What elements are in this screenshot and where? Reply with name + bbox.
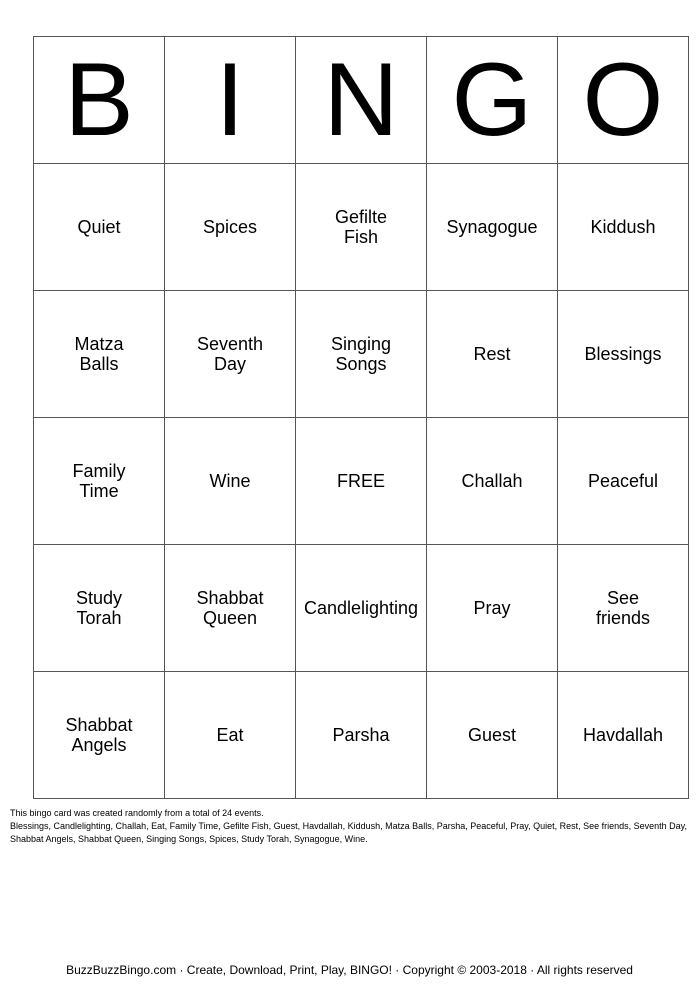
card-cell: Synagogue xyxy=(427,164,558,291)
free-space-cell: FREE xyxy=(296,418,427,545)
card-cell: Kiddush xyxy=(558,164,689,291)
card-cell: Wine xyxy=(165,418,296,545)
card-cell: Parsha xyxy=(296,672,427,799)
card-cell: Gefilte Fish xyxy=(296,164,427,291)
card-cell: Guest xyxy=(427,672,558,799)
card-cell: Matza Balls xyxy=(34,291,165,418)
card-cell: Shabbat Angels xyxy=(34,672,165,799)
card-description-summary: This bingo card was created randomly from a total of 24 events. xyxy=(10,808,264,818)
page-footer: BuzzBuzzBingo.com · Create, Download, Print, Play, BINGO! · Copyright © 2003-2018 · All rights reserved xyxy=(66,963,633,977)
card-description xyxy=(10,807,690,846)
card-row xyxy=(34,164,689,291)
card-cell: Family Time xyxy=(34,418,165,545)
card-cell: See friends xyxy=(558,545,689,672)
card-cell: Eat xyxy=(165,672,296,799)
card-row xyxy=(34,672,689,799)
header-letter-o: O xyxy=(558,37,689,164)
card-description-event-list: Blessings, Candlelighting, Challah, Eat, Family Time, Gefilte Fish, Guest, Havdallah, Kiddush, Matza Balls, Parsha, Peaceful, Pray, Quiet, Rest, See friends, Seventh Day, Shabbat Angels, Shabbat Queen, Singing Songs, Spices, Study Torah, Synagogue, Wine. xyxy=(10,821,687,844)
card-cell: Challah xyxy=(427,418,558,545)
header-letter-i: I xyxy=(165,37,296,164)
card-row xyxy=(34,291,689,418)
card-cell: Rest xyxy=(427,291,558,418)
card-cell: Singing Songs xyxy=(296,291,427,418)
card-cell: Candlelighting xyxy=(296,545,427,672)
card-cell: Blessings xyxy=(558,291,689,418)
header-letter-n: N xyxy=(296,37,427,164)
header-row xyxy=(34,37,689,164)
header-letter-g: G xyxy=(427,37,558,164)
card-cell: Spices xyxy=(165,164,296,291)
card-cell: Pray xyxy=(427,545,558,672)
card-row xyxy=(34,418,689,545)
bingo-card xyxy=(33,36,689,799)
card-cell: Havdallah xyxy=(558,672,689,799)
card-cell: Shabbat Queen xyxy=(165,545,296,672)
card-cell: Seventh Day xyxy=(165,291,296,418)
header-letter-b: B xyxy=(34,37,165,164)
card-cell: Study Torah xyxy=(34,545,165,672)
card-row xyxy=(34,545,689,672)
card-cell: Peaceful xyxy=(558,418,689,545)
card-cell: Quiet xyxy=(34,164,165,291)
